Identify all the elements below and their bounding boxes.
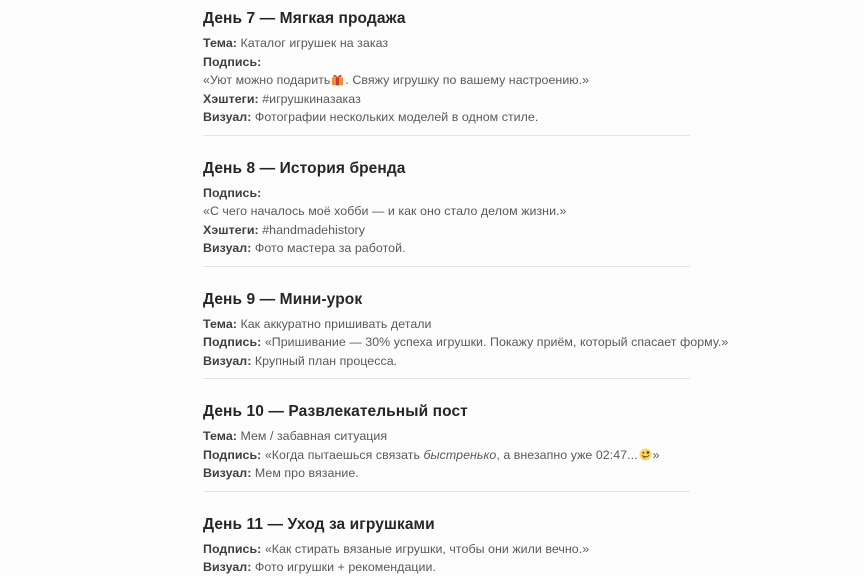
visual-value: Фото игрушки + рекомендации. — [254, 560, 436, 574]
topic-line — [203, 315, 690, 334]
section-day-7 — [203, 9, 690, 127]
section-day-10 — [203, 402, 690, 483]
visual-label: Визуал: — [203, 241, 252, 255]
hashtags-value: #handmadehistory — [262, 222, 365, 237]
caption-quote-line — [203, 202, 690, 221]
caption-quote-post: . Свяжу игрушку по вашему настроению.» — [345, 73, 590, 87]
section-day-8 — [203, 159, 690, 258]
topic-value: Каталог игрушек на заказ — [240, 36, 389, 50]
visual-label: Визуал: — [203, 560, 252, 574]
visual-line — [203, 558, 690, 576]
section-divider — [203, 378, 690, 379]
section-title-day-8: День 8 — История бренда — [203, 159, 406, 177]
topic-value: Как аккуратно пришивать детали — [240, 316, 432, 331]
visual-line — [203, 464, 690, 483]
caption-line — [203, 333, 729, 352]
caption-label: Подпись: — [203, 541, 262, 556]
caption-post: » — [652, 447, 660, 462]
caption-mid: , а внезапно уже 02:47... — [496, 447, 638, 462]
content-plan-document — [203, 0, 729, 576]
section-title-day-9: День 9 — Мини-урок — [203, 290, 363, 308]
visual-label: Визуал: — [203, 110, 252, 124]
caption-value: «Пришивание — 30% успеха игрушки. Покажу приём, который спасает форму.» — [264, 335, 729, 349]
caption-label-line — [203, 53, 690, 72]
section-title-day-10: День 10 — Развлекательный пост — [203, 403, 468, 420]
caption-pre: «Когда пытаешься связать — [264, 447, 424, 462]
caption-label: Подпись: — [203, 447, 262, 462]
visual-value: Мем про вязание. — [254, 466, 359, 480]
visual-label: Визуал: — [203, 353, 252, 368]
caption-value: «Как стирать вязаные игрушки, чтобы они жили вечно.» — [264, 541, 590, 556]
section-title-day-11: День 11 — Уход за игрушками — [203, 515, 435, 533]
hashtags-label: Хэштеги: — [203, 91, 259, 106]
hashtags-label: Хэштеги: — [203, 222, 259, 237]
section-day-11 — [203, 515, 690, 576]
visual-line — [203, 108, 690, 127]
caption-label: Подпись: — [203, 54, 262, 69]
visual-value: Фотографии нескольких моделей в одном стиле. — [254, 110, 539, 124]
topic-line — [203, 427, 690, 446]
section-day-9 — [203, 290, 729, 371]
caption-line — [203, 446, 690, 465]
section-divider — [203, 491, 690, 492]
gift-emoji — [331, 73, 344, 86]
visual-value: Фото мастера за работой. — [254, 241, 406, 255]
hashtags-line — [203, 90, 690, 109]
caption-quote: «С чего началось моё хобби — и как оно стало делом жизни.» — [203, 204, 567, 218]
caption-quote-line — [203, 71, 690, 90]
topic-value: Мем / забавная ситуация — [240, 429, 388, 443]
caption-italic-word: быстренько — [423, 447, 497, 462]
topic-label: Тема: — [203, 36, 237, 50]
caption-line — [203, 540, 690, 559]
visual-line — [203, 239, 690, 258]
visual-value: Крупный план процесса. — [254, 353, 398, 368]
topic-line — [203, 34, 690, 53]
hashtags-line — [203, 221, 690, 240]
section-title-day-7: День 7 — Мягкая продажа — [203, 10, 406, 27]
caption-label-line — [203, 184, 690, 203]
caption-label: Подпись: — [203, 335, 262, 349]
caption-label: Подпись: — [203, 185, 262, 200]
zany-face-emoji — [639, 448, 652, 461]
topic-label: Тема: — [203, 316, 237, 331]
section-divider — [203, 135, 690, 136]
visual-label: Визуал: — [203, 466, 252, 480]
caption-quote-pre: «Уют можно подарить — [203, 73, 331, 87]
section-divider — [203, 266, 690, 267]
topic-label: Тема: — [203, 429, 237, 443]
visual-line — [203, 352, 690, 371]
hashtags-value: #игрушкиназаказ — [262, 91, 361, 106]
